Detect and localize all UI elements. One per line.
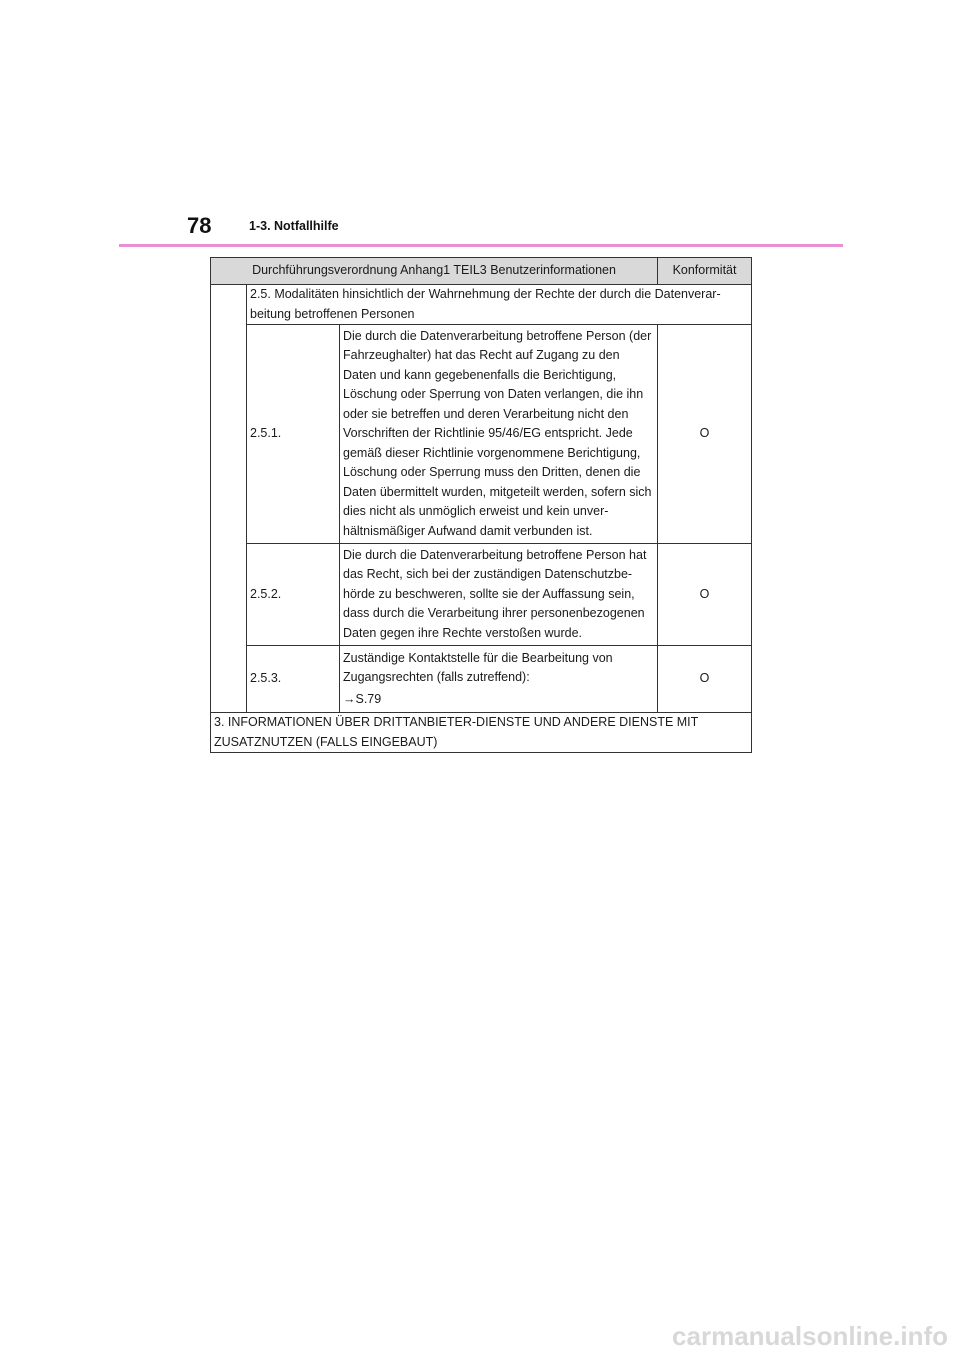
section-2-5-intro: 2.5. Modalitäten hinsichtlich der Wahrnehmung der Rechte der durch die Datenverar-beitung betroffenen Personen (247, 285, 752, 325)
table-row (211, 646, 752, 713)
header-regulation: Durchführungsverordnung Anhang1 TEIL3 Benutzerinformationen (211, 258, 658, 285)
section-title: 1-3. Notfallhilfe (249, 219, 339, 233)
row-description-cell (340, 646, 658, 713)
compliance-table (210, 257, 752, 753)
table-row (211, 544, 752, 646)
row-number: 2.5.1. (247, 325, 340, 544)
header-conformity: Konformität (658, 258, 752, 285)
row-number: 2.5.3. (247, 646, 340, 713)
watermark: carmanualsonline.info (672, 1321, 948, 1351)
page-number: 78 (187, 213, 212, 238)
table-header-row (211, 258, 752, 285)
row-conformity: O (658, 544, 752, 646)
table-row-section-3 (211, 713, 752, 753)
table-row-2-5 (211, 285, 752, 325)
page-reference-link[interactable]: →S.79 (343, 691, 382, 706)
table-row (211, 325, 752, 544)
row-description: Die durch die Datenverarbeitung betroffene Person (der Fahrzeughalter) hat das Recht auf Zugang zu den Daten und kann gegebenenfalls die Berichtigung, Löschung oder Sperrung von Daten verlangen, die ihn oder sie betreffen und deren Verarbeitung nicht den Vorschriften der Richtlinie 95/46/EG entspricht. Jede gemäß dieser Richtlinie vorgenommene Berichtigung, Löschung oder Sperrung muss den Dritten, denen die Daten übermittelt wurden, mitgeteilt werden, sofern sich dies nicht als unmöglich erweist und kein unver-hältnismäßiger Aufwand damit verbunden ist. (340, 325, 658, 544)
row-description: Zuständige Kontaktstelle für die Bearbeitung von Zugangsrechten (falls zutreffend): (343, 650, 613, 685)
header-divider (119, 244, 843, 247)
row-description: Die durch die Datenverarbeitung betroffene Person hat das Recht, sich bei der zuständigen Datenschutzbe-hörde zu beschweren, sollte sie der Auffassung sein, dass durch die Verarbeitung ihrer personenbezogenen Daten gegen ihre Rechte verstoßen wurde. (340, 544, 658, 646)
row-conformity: O (658, 646, 752, 713)
row-conformity: O (658, 325, 752, 544)
section-3-heading: 3. INFORMATIONEN ÜBER DRITTANBIETER-DIENSTE UND ANDERE DIENSTE MIT ZUSATZNUTZEN (FALLS EINGEBAUT) (211, 713, 752, 753)
indent-cell (211, 285, 247, 713)
row-number: 2.5.2. (247, 544, 340, 646)
